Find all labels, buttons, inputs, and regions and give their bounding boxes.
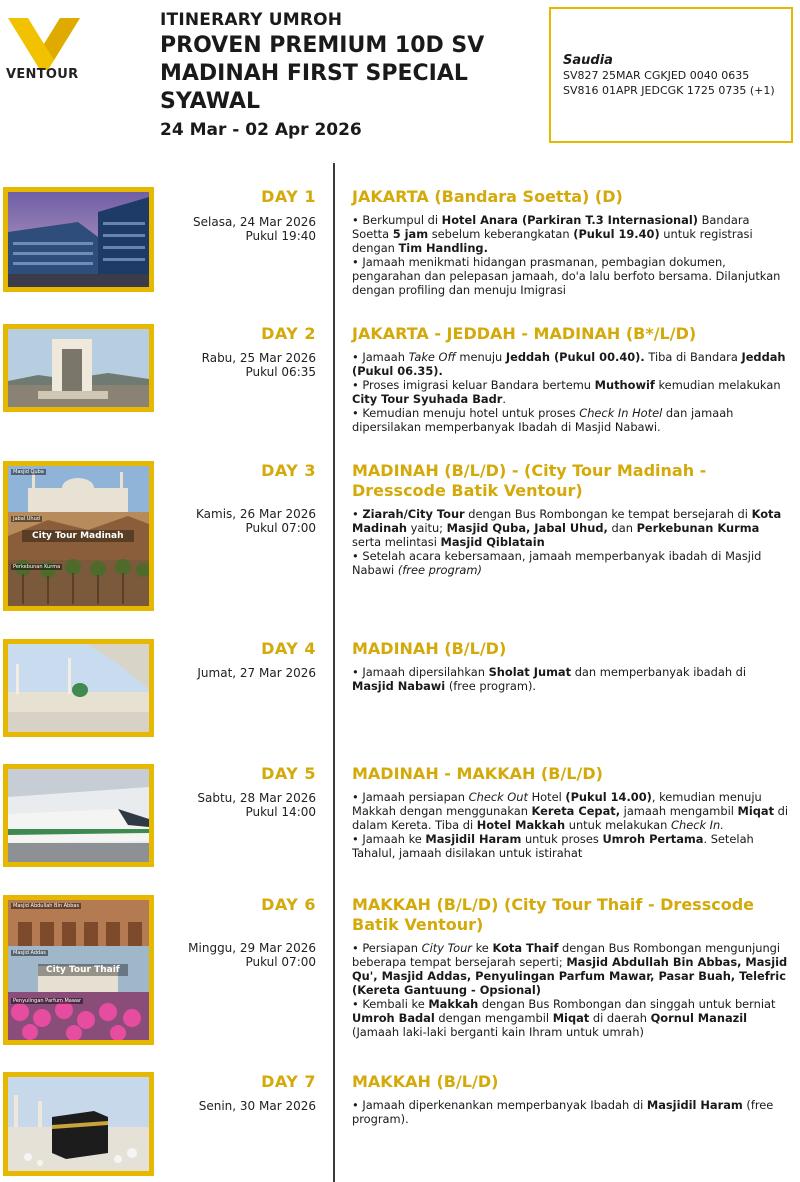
package-title-line-2: MADINAH FIRST SPECIAL [160, 61, 468, 86]
day-title: MADINAH (B/L/D) [352, 639, 507, 658]
day-description [352, 790, 790, 860]
day-description [352, 213, 790, 297]
day-label: DAY 7 [261, 1072, 316, 1091]
day-date [202, 351, 316, 379]
day-title: JAKARTA (Bandara Soetta) (D) [352, 187, 623, 206]
day-date-text: Jumat, 27 Mar 2026 [197, 666, 316, 680]
flight-outbound: SV827 25MAR CGKJED 0040 0635 [563, 69, 750, 82]
travel-dates: 24 Mar - 02 Apr 2026 [160, 120, 362, 140]
collage-tag: Masjid Abdullah Bin Abbas [13, 903, 80, 909]
collage-tag: Perkebunan Kurma [13, 564, 61, 570]
description-bullet: • Berkumpul di Hotel Anara (Parkiran T.3 Internasional) Bandara Soetta 5 jam sebelum keberangkatan (Pukul 19.40) untuk registrasi dengan Tim Handling. [352, 213, 753, 255]
description-bullet: • Jamaah ke Masjidil Haram untuk proses Umroh Pertama. Setelah Tahalul, jamaah disilakan untuk istirahat [352, 832, 754, 860]
collage-tag: Penyulingan Parfum Mawar [13, 998, 82, 1004]
kaaba-photo [3, 1072, 154, 1176]
day-description [352, 350, 790, 434]
day-label: DAY 5 [261, 764, 316, 783]
package-title-line-1: PROVEN PREMIUM 10D SV [160, 33, 485, 58]
day-title: MADINAH (B/L/D) - (City Tour Madinah - Dresscode Batik Ventour) [352, 461, 707, 500]
description-bullet: • Kembali ke Makkah dengan Bus Rombongan dan singgah untuk berniat Umroh Badal dengan mengambil Miqat di daerah Qornul Manazil (Jamaah laki-laki berganti kain Ihram untuk umrah) [352, 997, 776, 1039]
itinerary-subtitle: ITINERARY UMROH [160, 10, 343, 30]
day-description [352, 507, 790, 577]
day-title: JAKARTA - JEDDAH - MADINAH (B*/L/D) [352, 324, 697, 343]
day-time-text: Pukul 19:40 [245, 229, 316, 243]
hotel-building-photo [3, 187, 154, 292]
logo-text: VENTOUR [6, 67, 79, 82]
collage-banner: City Tour Thaif [38, 964, 128, 976]
day-time-text: Pukul 14:00 [245, 805, 316, 819]
day-date [199, 1099, 316, 1113]
description-bullet: • Jamaah menikmati hidangan prasmanan, pembagian dokumen, pengarahan dan pelepasan jamaah, do'a lalu berfoto bersama. Dilanjutkan dengan profiling dan menuju Imigrasi [352, 255, 781, 297]
city-tour-madinah-collage [3, 461, 154, 611]
day-date-text: Minggu, 29 Mar 2026 [188, 941, 316, 955]
description-bullet: • Persiapan City Tour ke Kota Thaif dengan Bus Rombongan mengunjungi beberapa tempat bersejarah seperti; Masjid Abdullah Bin Abbas, Masjid Qu', Masjid Addas, Penyulingan Parfum Mawar, Pasar Buah, Telefric (Kereta Gantuung - Opsional) [352, 941, 788, 997]
day-title: MADINAH - MAKKAH (B/L/D) [352, 764, 603, 783]
high-speed-train-photo [3, 764, 154, 867]
day-title: MAKKAH (B/L/D) [352, 1072, 499, 1091]
day-date [197, 666, 316, 680]
flight-info-box [549, 7, 793, 143]
day-time-text: Pukul 07:00 [245, 955, 316, 969]
timeline-divider [333, 163, 335, 1182]
day-label: DAY 6 [261, 895, 316, 914]
day-date-text: Selasa, 24 Mar 2026 [193, 215, 316, 229]
day-time-text: Pukul 06:35 [245, 365, 316, 379]
airline-name: Saudia [563, 53, 613, 68]
collage-banner: City Tour Madinah [22, 530, 134, 542]
day-label: DAY 1 [261, 187, 316, 206]
day-title: MAKKAH (B/L/D) (City Tour Thaif - Dresscode Batik Ventour) [352, 895, 754, 934]
city-tour-thaif-collage [3, 895, 154, 1045]
description-bullet: • Ziarah/City Tour dengan Bus Rombongan ke tempat bersejarah di Kota Madinah yaitu; Masjid Quba, Jabal Uhud, dan Perkebunan Kurma serta melintasi Masjid Qiblatain [352, 507, 782, 549]
description-bullet: • Jamaah Take Off menuju Jeddah (Pukul 00.40). Tiba di Bandara Jeddah (Pukul 06.35). [352, 350, 786, 378]
description-bullet: • Kemudian menuju hotel untuk proses Check In Hotel dan jamaah dipersilakan memperbanyak Ibadah di Masjid Nabawi. [352, 406, 734, 434]
day-description [352, 665, 790, 693]
day-date-text: Senin, 30 Mar 2026 [198, 1099, 316, 1113]
description-bullet: • Jamaah persiapan Check Out Hotel (Pukul 14.00), kemudian menuju Makkah dengan menggunakan Kereta Cepat, jamaah mengambil Miqat di dalam Kereta. Tiba di Hotel Makkah untuk melakukan Check In. [352, 790, 789, 832]
itinerary-title-block [160, 10, 540, 140]
day-label: DAY 3 [261, 461, 316, 480]
day-time-text: Pukul 07:00 [245, 521, 316, 535]
day-date-text: Kamis, 26 Mar 2026 [196, 507, 316, 521]
description-bullet: • Setelah acara kebersamaan, jamaah memperbanyak ibadah di Masjid Nabawi (free program) [352, 549, 762, 577]
description-bullet: • Jamaah dipersilahkan Sholat Jumat dan memperbanyak ibadah di Masjid Nabawi (free program). [352, 665, 747, 693]
day-description [352, 941, 790, 1039]
collage-tag: Masjid Addas [13, 950, 46, 956]
description-bullet: • Proses imigrasi keluar Bandara bertemu Muthowif kemudian melakukan City Tour Syuhada Badr. [352, 378, 781, 406]
day-date [196, 507, 316, 535]
day-date [197, 791, 316, 819]
day-date [188, 941, 316, 969]
day-label: DAY 4 [261, 639, 316, 658]
collage-tag: Masjid Quba [13, 469, 44, 475]
day-date [193, 215, 316, 243]
masjid-nabawi-photo [3, 639, 154, 737]
description-bullet: • Jamaah diperkenankan memperbanyak Ibadah di Masjidil Haram (free program). [352, 1098, 774, 1126]
day-date-text: Sabtu, 28 Mar 2026 [197, 791, 316, 805]
day-description [352, 1098, 790, 1126]
package-title-line-3: SYAWAL [160, 89, 261, 114]
day-date-text: Rabu, 25 Mar 2026 [201, 351, 316, 365]
collage-tag: Jabal Uhud [13, 516, 40, 522]
monument-gate-photo [3, 324, 154, 412]
day-label: DAY 2 [261, 324, 316, 343]
flight-return: SV816 01APR JEDCGK 1725 0735 (+1) [563, 84, 775, 97]
